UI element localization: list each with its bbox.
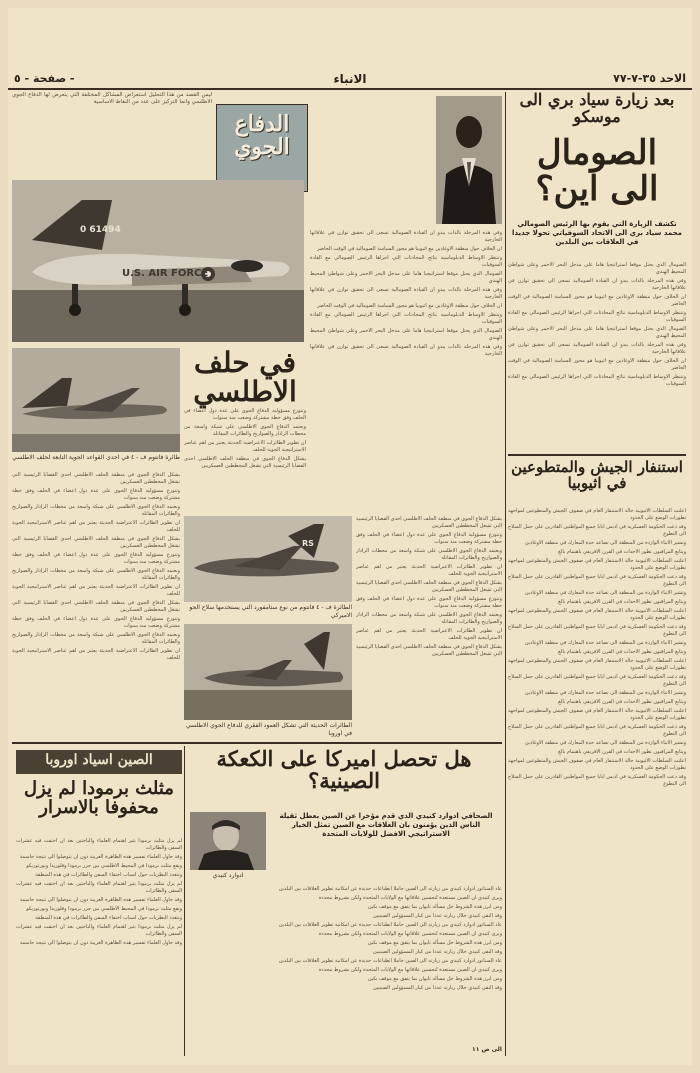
nato-paragraph: ان تطوير الطائرات الاعتراضية الحديثة يعتبر من اهم عناصر الاستراتيجية الجوية للحلف <box>356 628 502 641</box>
ethiopia-paragraph: اعلنت السلطات الاثيوبية حالة الاستنفار العام في صفوف الجيش والمتطوعين لمواجهة تطورات الوضع على الحدود <box>508 508 686 521</box>
nato-body-left <box>12 472 180 740</box>
nato-paragraph: ويعتمد الدفاع الجوي الاطلسي على شبكة واسعة من محطات الرادار والصواريخ والطائرات المقاتلة <box>12 568 180 581</box>
ethiopia-body <box>508 508 686 1058</box>
nato-paragraph: يشكل الدفاع الجوي في منطقة الحلف الاطلسي احدى القضايا الرئيسية التي تشغل المخططين العسكريين <box>184 456 306 469</box>
bermuda-body <box>16 838 182 1058</box>
somalia-paragraph: وتنتظر الاوساط الدبلوماسية نتائج المحادثات التي اجراها الرئيس الصومالي مع القادة السوفيات <box>310 255 502 268</box>
somalia-paragraph: وفي هذه المرحلة بالذات يبدو ان القيادة الصومالية تسعى الى تحقيق توازن في علاقاتها الخارجية <box>508 342 686 355</box>
nato-paragraph: وتتوزع مسؤولية الدفاع الجوي على عدة دول اعضاء في الحلف وفق خطة مشتركة وضعت منذ سنوات <box>12 488 180 501</box>
china-lead: الصحافي ادوارد كنيدي الذي قدم مؤخرا عن الصين بعطل ثقيلة الناس الذين يؤمنون بان العلاقات مع الصين تمثل الخيار الاستراتيجي الافضل للولايات المتحدة <box>279 812 493 838</box>
somalia-paragraph: ان الخلاف حول منطقة الاوغادين مع اثيوبيا هو محور السياسة الصومالية في الوقت الحاضر <box>317 246 502 252</box>
nato-paragraph: ويعتمد الدفاع الجوي الاطلسي على شبكة واسعة من محطات الرادار والصواريخ والطائرات المقاتلة <box>12 504 180 517</box>
nato-paragraph: يشكل الدفاع الجوي في منطقة الحلف الاطلسي احدى القضايا الرئيسية التي تشغل المخططين العسكريين <box>356 644 502 657</box>
air-defense-headline: الدفاع الجوي <box>234 111 290 161</box>
ethiopia-paragraph: اعلنت السلطات الاثيوبية حالة الاستنفار العام في صفوف الجيش والمتطوعين لمواجهة تطورات الوضع على الحدود <box>508 608 686 621</box>
nato-paragraph: وتتوزع مسؤولية الدفاع الجوي على عدة دول اعضاء في الحلف وفق خطة مشتركة وضعت منذ سنوات <box>356 596 502 609</box>
bermuda-paragraph: وقد حاول العلماء تفسير هذه الظاهرة الغريبة دون ان يتوصلوا الى نتيجة حاسمة <box>19 940 182 946</box>
air-defense-banner <box>216 104 308 192</box>
nato-paragraph: وتتوزع مسؤولية الدفاع الجوي على عدة دول اعضاء في الحلف وفق خطة مشتركة وضعت منذ سنوات <box>184 408 306 421</box>
air-defense-intro: ليس القصد من هذا التحليل استعراض المشاكل المختلفة التي يتعرض لها الدفاع الجوي الاطلسي وانما التركيز على عدد من النقاط الاساسية <box>12 92 212 105</box>
nato-body-center <box>184 408 306 508</box>
nato-paragraph: يشكل الدفاع الجوي في منطقة الحلف الاطلسي احدى القضايا الرئيسية التي تشغل المخططين العسكريين <box>12 600 180 613</box>
somalia-paragraph: ان الخلاف حول منطقة الاوغادين مع اثيوبيا هو محور السياسة الصومالية في الوقت الحاضر <box>508 294 686 307</box>
ethiopia-paragraph: ويتابع المراقبون تطور الاحداث في القرن الافريقي باهتمام بالغ <box>558 549 686 555</box>
section-divider <box>12 742 502 744</box>
bermuda-paragraph: لم يزل مثلث برمودا يثير اهتمام العلماء والباحثين بعد ان اختفت فيه عشرات السفن والطائرات <box>16 924 182 937</box>
china-headline: هل تحصل اميركا على الكعكة الصينية؟ <box>216 746 472 794</box>
ethiopia-paragraph: ويتابع المراقبون تطور الاحداث في القرن الافريقي باهتمام بالغ <box>558 649 686 655</box>
nato-paragraph: ان تطوير الطائرات الاعتراضية الحديثة يعتبر من اهم عناصر الاستراتيجية الجوية للحلف <box>184 440 306 453</box>
china-body <box>190 886 502 1042</box>
nato-paragraph: ان تطوير الطائرات الاعتراضية الحديثة يعتبر من اهم عناصر الاستراتيجية الجوية للحلف <box>12 520 180 533</box>
page-header <box>8 72 692 90</box>
china-paragraph: ويرى كنيدي ان الصين مستعدة لتحسين علاقاتها مع الولايات المتحدة ولكن بشروط محددة <box>318 895 502 901</box>
somalia-body-continued <box>310 230 502 454</box>
jet-photo-small <box>12 348 180 452</box>
china-paragraph: عاد السناتور ادوارد كنيدي من زيارته الى الصين حاملا انطباعات جديدة عن امكانية تطوير العلاقات بين البلدين <box>278 922 502 928</box>
ethiopia-paragraph: وقد دعت الحكومة العسكرية في اديس ابابا جميع المواطنين القادرين على حمل السلاح الى التطوع <box>508 524 686 537</box>
china-continued-note: الى ص ١١ <box>472 1046 502 1053</box>
bermuda-paragraph: ويقع مثلث برمودا في المحيط الاطلسي بين جزر برمودا وفلوريدا وبورتوريكو <box>26 863 182 869</box>
ethiopia-paragraph: وقد دعت الحكومة العسكرية في اديس ابابا جميع المواطنين القادرين على حمل السلاح الى التطوع <box>508 574 686 587</box>
nato-paragraph: يشكل الدفاع الجوي في منطقة الحلف الاطلسي احدى القضايا الرئيسية التي تشغل المخططين العسكريين <box>12 536 180 549</box>
nato-body-right <box>356 516 502 738</box>
china-paragraph: عاد السناتور ادوارد كنيدي من زيارته الى الصين حاملا انطباعات جديدة عن امكانية تطوير العلاقات بين البلدين <box>278 886 502 892</box>
somalia-body <box>508 262 686 454</box>
somalia-paragraph: وتنتظر الاوساط الدبلوماسية نتائج المحادثات التي اجراها الرئيس الصومالي مع القادة السوفيات <box>508 310 686 323</box>
kennedy-photo <box>190 812 266 870</box>
nato-caption-mid1: الطائرة ف - ٤ فانتوم من نوع ستامفورد التي يستخدمها سلاح الجو الاميركي <box>189 604 352 619</box>
section-divider <box>508 454 686 456</box>
ethiopia-paragraph: وتشير الانباء الواردة من المنطقة الى تصاعد حدة المعارك في منطقة الاوغادين <box>524 640 686 646</box>
somalia-paragraph: ان الخلاف حول منطقة الاوغادين مع اثيوبيا هو محور السياسة الصومالية في الوقت الحاضر <box>508 358 686 371</box>
plane-tail-code: RS <box>302 539 314 548</box>
somalia-kicker: بعد زيارة سياد بري الى موسكو <box>519 90 675 126</box>
plane-tail-number: 0 61494 <box>80 225 121 235</box>
ethiopia-headline: استنفار الجيش والمتطوعين في اثيوبيا <box>511 458 683 492</box>
jet-runway-photo <box>184 624 352 720</box>
ethiopia-paragraph: وقد دعت الحكومة العسكرية في اديس ابابا جميع المواطنين القادرين على حمل السلاح الى التطوع <box>508 624 686 637</box>
nato-paragraph: يشكل الدفاع الجوي في منطقة الحلف الاطلسي احدى القضايا الرئيسية التي تشغل المخططين العسكريين <box>12 472 180 485</box>
nato-paragraph: يشكل الدفاع الجوي في منطقة الحلف الاطلسي احدى القضايا الرئيسية التي تشغل المخططين العسكريين <box>356 580 502 593</box>
ethiopia-paragraph: اعلنت السلطات الاثيوبية حالة الاستنفار العام في صفوف الجيش والمتطوعين لمواجهة تطورات الوضع على الحدود <box>508 758 686 771</box>
nato-caption-top: طائرة فانتوم ف - ٤ في احدى القواعد الجوية التابعة لحلف الاطلسي <box>12 454 180 461</box>
bermuda-paragraph: وتتعدد النظريات حول اسباب اختفاء السفن والطائرات في هذه المنطقة <box>35 915 182 921</box>
china-paragraph: ومن ابرز هذه الشروط حل مسألة تايوان بما يتفق مع موقف بكين <box>367 940 502 946</box>
kennedy-photo-caption: ادوارد كنيدي <box>212 872 244 879</box>
bermuda-paragraph: ويقع مثلث برمودا في المحيط الاطلسي بين جزر برمودا وفلوريدا وبورتوريكو <box>26 906 182 912</box>
nato-paragraph: ويعتمد الدفاع الجوي الاطلسي على شبكة واسعة من محطات الرادار والصواريخ والطائرات المقاتلة <box>12 632 180 645</box>
ethiopia-paragraph: وقد دعت الحكومة العسكرية في اديس ابابا جميع المواطنين القادرين على حمل السلاح الى التطوع <box>508 724 686 737</box>
china-paragraph: عاد السناتور ادوارد كنيدي من زيارته الى الصين حاملا انطباعات جديدة عن امكانية تطوير العلاقات بين البلدين <box>278 958 502 964</box>
somalia-paragraph: الصومال الذي يحتل موقعا استراتيجيا هاما على مدخل البحر الاحمر وعلى شواطئ المحيط الهندي <box>508 262 686 275</box>
nato-paragraph: وتتوزع مسؤولية الدفاع الجوي على عدة دول اعضاء في الحلف وفق خطة مشتركة وضعت منذ سنوات <box>12 552 180 565</box>
somalia-paragraph: وتنتظر الاوساط الدبلوماسية نتائج المحادثات التي اجراها الرئيس الصومالي مع القادة السوفيات <box>310 312 502 325</box>
column-banner: الصين اسياد اوروبا <box>45 752 153 768</box>
somalia-paragraph: وفي هذه المرحلة بالذات يبدو ان القيادة الصومالية تسعى الى تحقيق توازن في علاقاتها الخارجية <box>310 287 502 300</box>
phantom-jet-photo <box>12 180 304 342</box>
ethiopia-paragraph: وتشير الانباء الواردة من المنطقة الى تصاعد حدة المعارك في منطقة الاوغادين <box>524 540 686 546</box>
column-banner-box <box>16 750 182 774</box>
newspaper-page <box>8 8 692 1065</box>
china-paragraph: وقد التقى كنيدي خلال زيارته عددا من كبار المسؤولين الصينيين <box>372 985 502 991</box>
somalia-paragraph: الصومال الذي يحتل موقعا استراتيجيا هاما على مدخل البحر الاحمر وعلى شواطئ المحيط الهندي <box>310 271 502 284</box>
somalia-intro: تكشف الزيارة التي يقوم بها الرئيس الصومالي محمد سياد بري الى الاتحاد السوفياتي تحولا جديدا في العلاقات بين البلدين <box>512 220 682 246</box>
column-divider <box>505 92 506 1056</box>
column-divider <box>184 746 185 1056</box>
bermuda-paragraph: وتتعدد النظريات حول اسباب اختفاء السفن والطائرات في هذه المنطقة <box>35 872 182 878</box>
somalia-headline: الصومال الى اين؟ <box>535 133 659 209</box>
nato-paragraph: وتتوزع مسؤولية الدفاع الجوي على عدة دول اعضاء في الحلف وفق خطة مشتركة وضعت منذ سنوات <box>12 616 180 629</box>
somalia-paragraph: وفي هذه المرحلة بالذات يبدو ان القيادة الصومالية تسعى الى تحقيق توازن في علاقاتها الخارجية <box>508 278 686 291</box>
nato-paragraph: ان تطوير الطائرات الاعتراضية الحديثة يعتبر من اهم عناصر الاستراتيجية الجوية للحلف <box>12 648 180 661</box>
china-paragraph: وقد التقى كنيدي خلال زيارته عددا من كبار المسؤولين الصينيين <box>372 913 502 919</box>
nato-paragraph: ان تطوير الطائرات الاعتراضية الحديثة يعتبر من اهم عناصر الاستراتيجية الجوية للحلف <box>12 584 180 597</box>
issue-date: الاحد ٣٥-٧-٧٧ <box>613 72 686 85</box>
nato-headline: في حلف الاطلسي <box>193 346 297 409</box>
paper-name: الانباء <box>333 72 367 86</box>
bermuda-headline: مثلث برمودا لم يزل محفوفا بالاسرار <box>24 778 174 818</box>
ethiopia-paragraph: اعلنت السلطات الاثيوبية حالة الاستنفار العام في صفوف الجيش والمتطوعين لمواجهة تطورات الوضع على الحدود <box>508 708 686 721</box>
somalia-paragraph: وتنتظر الاوساط الدبلوماسية نتائج المحادثات التي اجراها الرئيس الصومالي مع القادة السوفيات <box>508 374 686 387</box>
nato-paragraph: ويعتمد الدفاع الجوي الاطلسي على شبكة واسعة من محطات الرادار والصواريخ والطائرات المقاتلة <box>184 424 306 437</box>
somalia-paragraph: ان الخلاف حول منطقة الاوغادين مع اثيوبيا هو محور السياسة الصومالية في الوقت الحاضر <box>317 303 502 309</box>
plane-fuselage-text: U.S. AIR FORCE <box>122 268 209 279</box>
china-paragraph: ويرى كنيدي ان الصين مستعدة لتحسين علاقاتها مع الولايات المتحدة ولكن بشروط محددة <box>318 967 502 973</box>
nato-paragraph: وتتوزع مسؤولية الدفاع الجوي على عدة دول اعضاء في الحلف وفق خطة مشتركة وضعت منذ سنوات <box>356 532 502 545</box>
ethiopia-paragraph: ويتابع المراقبون تطور الاحداث في القرن الافريقي باهتمام بالغ <box>558 699 686 705</box>
somali-president-photo <box>436 96 502 224</box>
bermuda-paragraph: لم يزل مثلث برمودا يثير اهتمام العلماء والباحثين بعد ان اختفت فيه عشرات السفن والطائرات <box>16 838 182 851</box>
ethiopia-paragraph: وقد دعت الحكومة العسكرية في اديس ابابا جميع المواطنين القادرين على حمل السلاح الى التطوع <box>508 674 686 687</box>
nato-paragraph: ويعتمد الدفاع الجوي الاطلسي على شبكة واسعة من محطات الرادار والصواريخ والطائرات المقاتلة <box>356 548 502 561</box>
bermuda-paragraph: لم يزل مثلث برمودا يثير اهتمام العلماء والباحثين بعد ان اختفت فيه عشرات السفن والطائرات <box>16 881 182 894</box>
somalia-paragraph: الصومال الذي يحتل موقعا استراتيجيا هاما على مدخل البحر الاحمر وعلى شواطئ المحيط الهندي <box>508 326 686 339</box>
somalia-paragraph: وفي هذه المرحلة بالذات يبدو ان القيادة الصومالية تسعى الى تحقيق توازن في علاقاتها الخارجية <box>310 344 502 357</box>
ethiopia-paragraph: ويتابع المراقبون تطور الاحداث في القرن الافريقي باهتمام بالغ <box>558 749 686 755</box>
china-paragraph: ومن ابرز هذه الشروط حل مسألة تايوان بما يتفق مع موقف بكين <box>367 976 502 982</box>
china-paragraph: ويرى كنيدي ان الصين مستعدة لتحسين علاقاتها مع الولايات المتحدة ولكن بشروط محددة <box>318 931 502 937</box>
somalia-paragraph: وفي هذه المرحلة بالذات يبدو ان القيادة الصومالية تسعى الى تحقيق توازن في علاقاتها الخارجية <box>310 230 502 243</box>
phantom-rs-photo <box>184 516 352 602</box>
ethiopia-paragraph: وقد دعت الحكومة العسكرية في اديس ابابا جميع المواطنين القادرين على حمل السلاح الى التطوع <box>508 774 686 787</box>
bermuda-paragraph: وقد حاول العلماء تفسير هذه الظاهرة الغريبة دون ان يتوصلوا الى نتيجة حاسمة <box>19 897 182 903</box>
china-paragraph: وقد التقى كنيدي خلال زيارته عددا من كبار المسؤولين الصينيين <box>372 949 502 955</box>
ethiopia-paragraph: اعلنت السلطات الاثيوبية حالة الاستنفار العام في صفوف الجيش والمتطوعين لمواجهة تطورات الوضع على الحدود <box>508 658 686 671</box>
ethiopia-paragraph: وتشير الانباء الواردة من المنطقة الى تصاعد حدة المعارك في منطقة الاوغادين <box>524 690 686 696</box>
bermuda-paragraph: وقد حاول العلماء تفسير هذه الظاهرة الغريبة دون ان يتوصلوا الى نتيجة حاسمة <box>19 854 182 860</box>
nato-paragraph: يشكل الدفاع الجوي في منطقة الحلف الاطلسي احدى القضايا الرئيسية التي تشغل المخططين العسكريين <box>356 516 502 529</box>
ethiopia-paragraph: وتشير الانباء الواردة من المنطقة الى تصاعد حدة المعارك في منطقة الاوغادين <box>524 590 686 596</box>
page-number: صفحة - ٥ - <box>14 72 75 85</box>
nato-paragraph: ان تطوير الطائرات الاعتراضية الحديثة يعتبر من اهم عناصر الاستراتيجية الجوية للحلف <box>356 564 502 577</box>
nato-paragraph: ويعتمد الدفاع الجوي الاطلسي على شبكة واسعة من محطات الرادار والصواريخ والطائرات المقاتلة <box>356 612 502 625</box>
ethiopia-paragraph: اعلنت السلطات الاثيوبية حالة الاستنفار العام في صفوف الجيش والمتطوعين لمواجهة تطورات الوضع على الحدود <box>508 558 686 571</box>
ethiopia-paragraph: ويتابع المراقبون تطور الاحداث في القرن الافريقي باهتمام بالغ <box>558 599 686 605</box>
nato-caption-mid2: الطائرات الحديثة التي تشكل العمود الفقري للدفاع الجوي الاطلسي في اوروبا <box>185 722 352 737</box>
ethiopia-paragraph: وتشير الانباء الواردة من المنطقة الى تصاعد حدة المعارك في منطقة الاوغادين <box>524 740 686 746</box>
china-paragraph: ومن ابرز هذه الشروط حل مسألة تايوان بما يتفق مع موقف بكين <box>367 904 502 910</box>
somalia-paragraph: الصومال الذي يحتل موقعا استراتيجيا هاما على مدخل البحر الاحمر وعلى شواطئ المحيط الهندي <box>310 328 502 341</box>
